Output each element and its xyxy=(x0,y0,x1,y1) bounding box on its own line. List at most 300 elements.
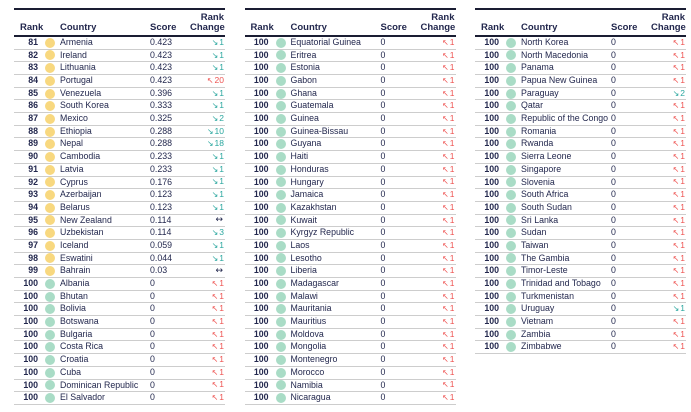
rank-value: 100 xyxy=(484,239,499,250)
score-value: 0 xyxy=(611,214,616,225)
rank-up-icon: ↖ xyxy=(211,342,219,352)
table-row xyxy=(475,227,686,240)
table-row xyxy=(245,316,456,329)
score-band-dot-green xyxy=(506,152,516,162)
table-row xyxy=(14,113,225,126)
rank-change: ↖1 xyxy=(672,74,685,85)
table-row xyxy=(14,37,225,50)
table-row xyxy=(475,37,686,50)
table-row xyxy=(475,62,686,75)
rank-down-icon: ↘ xyxy=(211,50,219,60)
table-row xyxy=(245,126,456,139)
table-row xyxy=(14,291,225,304)
score-band-dot-green xyxy=(506,292,516,302)
score-band-dot-green xyxy=(506,165,516,175)
rank-change: ↖1 xyxy=(442,392,455,403)
country-name: Romania xyxy=(521,125,557,136)
score-value: 0 xyxy=(380,138,386,149)
score-band-dot-yellow xyxy=(45,152,55,162)
rank-up-icon: ↖ xyxy=(442,63,449,73)
country-name: South Africa xyxy=(521,189,569,200)
score-value: 0 xyxy=(380,176,386,187)
rank-value: 100 xyxy=(23,303,38,314)
score-band-dot-green xyxy=(506,177,516,187)
score-value: 0 xyxy=(380,366,386,377)
rank-change: ↖1 xyxy=(211,303,224,314)
table-row xyxy=(14,367,225,380)
score-value: 0.233 xyxy=(150,163,173,174)
table-row xyxy=(475,265,686,278)
score-band-dot-green xyxy=(276,76,286,86)
country-name: Slovenia xyxy=(521,176,555,187)
table-row xyxy=(14,88,225,101)
score-band-dot-yellow xyxy=(45,177,55,187)
rank-up-icon: ↖ xyxy=(672,278,680,288)
score-band-dot-green xyxy=(506,38,516,48)
table-row xyxy=(475,202,686,215)
score-value: 0.123 xyxy=(150,201,173,212)
rank-down-icon: ↘ xyxy=(206,139,214,149)
table-row xyxy=(475,341,686,354)
rank-value: 100 xyxy=(253,379,269,390)
score-band-dot-yellow xyxy=(45,50,55,60)
rank-value: 100 xyxy=(23,392,38,403)
score-value: 0 xyxy=(611,176,616,187)
country-name: Kazakhstan xyxy=(290,201,337,212)
rank-value: 100 xyxy=(484,49,499,60)
table-row xyxy=(245,113,456,126)
rank-value: 100 xyxy=(253,265,269,276)
score-band-dot-green xyxy=(506,215,516,225)
rank-value: 100 xyxy=(253,227,269,238)
score-value: 0 xyxy=(380,316,386,327)
table-row xyxy=(475,100,686,113)
score-value: 0 xyxy=(611,265,616,276)
rank-change: ↖1 xyxy=(442,366,455,377)
table-row xyxy=(14,138,225,151)
rank-value: 81 xyxy=(28,36,38,47)
rank-down-icon: ↘ xyxy=(211,164,219,174)
country-name: Ireland xyxy=(60,49,87,60)
rank-change: ↖1 xyxy=(672,290,685,301)
rank-up-icon: ↖ xyxy=(672,63,680,73)
rank-up-icon: ↖ xyxy=(672,152,680,162)
rank-change: ↘1 xyxy=(211,252,224,263)
score-value: 0 xyxy=(380,278,386,288)
table-row xyxy=(245,291,456,304)
rank-change: ↖1 xyxy=(442,328,455,339)
header-rank-change: Rank Change xyxy=(420,12,456,33)
table-row xyxy=(14,50,225,63)
score-band-dot-green xyxy=(506,114,516,124)
country-name: Sri Lanka xyxy=(521,214,559,225)
rank-change: ↖1 xyxy=(442,379,455,390)
table-row xyxy=(475,316,686,329)
table-row xyxy=(245,278,456,291)
score-band-dot-green xyxy=(45,292,55,302)
rank-change: ↖1 xyxy=(672,201,685,212)
score-value: 0 xyxy=(380,36,386,47)
rank-up-icon: ↖ xyxy=(442,164,449,174)
country-name: Belarus xyxy=(60,201,90,212)
score-band-dot-green xyxy=(276,101,286,111)
table-row xyxy=(245,303,456,316)
score-band-dot-green xyxy=(276,152,286,162)
country-name: Cambodia xyxy=(60,151,101,162)
country-name: Madagascar xyxy=(290,278,339,288)
country-name: Zimbabwe xyxy=(521,341,562,352)
table-row xyxy=(14,151,225,164)
country-name: Qatar xyxy=(521,100,544,111)
rank-up-icon: ↖ xyxy=(672,75,680,85)
score-band-dot-yellow xyxy=(45,139,55,149)
score-band-dot-green xyxy=(506,317,516,327)
rank-value: 100 xyxy=(484,252,499,263)
rank-up-icon: ↖ xyxy=(442,177,449,187)
rank-change: ↘1 xyxy=(211,201,224,212)
score-value: 0 xyxy=(611,239,616,250)
rank-value: 100 xyxy=(253,176,269,187)
rank-change: ↖1 xyxy=(442,316,455,326)
rank-up-icon: ↖ xyxy=(672,164,680,174)
score-value: 0.176 xyxy=(150,176,173,187)
rank-value: 95 xyxy=(28,214,38,225)
score-value: 0.114 xyxy=(150,214,172,225)
score-value: 0.396 xyxy=(150,87,173,98)
table-row xyxy=(14,227,225,240)
score-value: 0 xyxy=(380,265,386,276)
country-name: Sudan xyxy=(521,227,547,238)
score-band-dot-yellow xyxy=(45,63,55,73)
country-name: Trinidad and Tobago xyxy=(521,278,601,288)
score-value: 0 xyxy=(150,366,155,377)
rank-change: ↖1 xyxy=(442,341,455,352)
country-name: Uzbekistan xyxy=(60,227,104,238)
score-value: 0 xyxy=(380,379,386,390)
rank-up-icon: ↖ xyxy=(672,101,680,111)
table-row xyxy=(475,113,686,126)
rank-table-2 xyxy=(245,8,456,405)
table-row xyxy=(14,329,225,342)
rank-value: 100 xyxy=(23,379,38,390)
score-value: 0.423 xyxy=(150,36,173,47)
score-value: 0.288 xyxy=(150,125,173,136)
rank-value: 94 xyxy=(28,201,38,212)
rank-value: 90 xyxy=(28,151,38,162)
rank-value: 100 xyxy=(253,278,269,288)
country-name: Haiti xyxy=(290,151,309,162)
country-name: Venezuela xyxy=(60,87,102,98)
score-value: 0 xyxy=(380,125,386,136)
rank-up-icon: ↖ xyxy=(672,114,680,123)
score-band-dot-green xyxy=(276,304,286,314)
country-name: Mauritius xyxy=(290,316,327,327)
rank-change: ↖1 xyxy=(672,163,685,174)
country-name: Nepal xyxy=(60,138,83,149)
score-value: 0 xyxy=(380,113,386,124)
score-band-dot-green xyxy=(45,317,55,327)
score-value: 0 xyxy=(611,125,616,136)
table-row xyxy=(475,329,686,342)
rank-down-icon: ↘ xyxy=(211,228,219,238)
rank-change: ↘2 xyxy=(672,87,685,98)
rank-down-icon: ↘ xyxy=(211,152,219,162)
score-value: 0 xyxy=(380,75,386,85)
table-row xyxy=(245,75,456,88)
rank-value: 100 xyxy=(253,62,269,73)
country-name: Ghana xyxy=(290,87,317,98)
rank-change: ↘1 xyxy=(211,49,224,60)
rank-up-icon: ↖ xyxy=(442,37,449,47)
country-name: Ethiopia xyxy=(60,125,92,136)
country-name: Lithuania xyxy=(60,62,96,73)
rank-change: ↖1 xyxy=(672,138,685,149)
rank-up-icon: ↖ xyxy=(672,202,680,212)
rank-change: ↖1 xyxy=(442,49,455,60)
rank-change: ↖1 xyxy=(672,125,685,136)
rank-value: 100 xyxy=(484,290,499,301)
header-country: Country xyxy=(290,21,327,33)
table-row xyxy=(245,265,456,278)
table-row xyxy=(14,316,225,329)
score-value: 0 xyxy=(611,49,616,60)
country-name: Armenia xyxy=(60,36,93,47)
score-band-dot-yellow xyxy=(45,165,55,175)
score-band-dot-yellow xyxy=(45,215,55,225)
rank-value: 100 xyxy=(253,201,269,212)
rank-change: ↖1 xyxy=(672,176,685,187)
country-name: Papua New Guinea xyxy=(521,75,598,85)
score-band-dot-green xyxy=(45,304,55,314)
country-name: Cuba xyxy=(60,366,82,377)
rank-value: 100 xyxy=(253,328,269,339)
rank-value: 100 xyxy=(484,316,499,327)
rank-change: ↖1 xyxy=(672,227,685,238)
rank-up-icon: ↖ xyxy=(442,88,449,98)
rank-up-icon: ↖ xyxy=(442,393,449,403)
rank-change: ↖1 xyxy=(442,36,455,47)
rank-change: ↖1 xyxy=(211,328,224,339)
country-name: Namibia xyxy=(290,379,323,390)
rank-up-icon: ↖ xyxy=(442,228,449,238)
score-band-dot-green xyxy=(45,342,55,352)
rank-up-icon: ↖ xyxy=(442,253,449,263)
rank-up-icon: ↖ xyxy=(211,291,219,301)
table-row xyxy=(14,303,225,316)
country-name: Eswatini xyxy=(60,252,93,263)
score-value: 0.333 xyxy=(150,100,173,111)
rank-change: ↘10 xyxy=(206,125,224,136)
table-row xyxy=(475,303,686,316)
country-name: Dominican Republic xyxy=(60,379,139,390)
table-row xyxy=(245,240,456,253)
score-value: 0 xyxy=(611,151,616,162)
rank-value: 89 xyxy=(28,138,38,149)
score-band-dot-green xyxy=(276,279,286,289)
rank-change: ↖1 xyxy=(442,227,455,238)
score-band-dot-green xyxy=(276,114,286,124)
rank-up-icon: ↖ xyxy=(672,177,680,187)
score-value: 0 xyxy=(150,379,155,390)
rank-change: ↖20 xyxy=(206,74,224,85)
country-name: Singapore xyxy=(521,163,562,174)
country-name: Turkmenistan xyxy=(521,290,574,301)
score-value: 0 xyxy=(150,328,155,339)
score-band-dot-green xyxy=(506,330,516,340)
rank-value: 100 xyxy=(253,239,269,250)
rank-value: 100 xyxy=(23,316,38,327)
score-value: 0 xyxy=(611,290,616,301)
country-name: Guyana xyxy=(290,138,322,149)
score-band-dot-yellow xyxy=(45,114,55,124)
score-band-dot-green xyxy=(506,228,516,238)
rank-up-icon: ↖ xyxy=(442,101,449,111)
score-band-dot-green xyxy=(276,355,286,365)
country-name: Cyprus xyxy=(60,176,88,187)
table-row xyxy=(245,189,456,202)
score-band-dot-green xyxy=(276,317,286,327)
rank-down-icon: ↘ xyxy=(211,202,219,212)
rank-value: 100 xyxy=(253,36,269,47)
rank-change: ↖1 xyxy=(672,316,685,326)
rank-up-icon: ↖ xyxy=(442,367,449,377)
score-value: 0 xyxy=(380,290,386,301)
rank-table-1 xyxy=(14,8,225,405)
table-row xyxy=(14,215,225,228)
score-band-dot-green xyxy=(276,215,286,225)
table-row xyxy=(245,151,456,164)
score-value: 0 xyxy=(611,36,616,47)
rank-change: ↘1 xyxy=(211,189,224,200)
table-row xyxy=(14,177,225,190)
rank-value: 100 xyxy=(253,163,269,174)
table-row xyxy=(475,50,686,63)
country-name: Guinea xyxy=(290,113,319,124)
table-header xyxy=(245,8,456,37)
score-band-dot-green xyxy=(506,203,516,213)
rank-value: 100 xyxy=(484,227,499,238)
rank-up-icon: ↖ xyxy=(211,278,219,288)
rank-up-icon: ↖ xyxy=(442,114,449,123)
country-name: El Salvador xyxy=(60,392,105,403)
table-row xyxy=(14,278,225,291)
table-row xyxy=(245,215,456,228)
score-band-dot-green xyxy=(506,304,516,314)
rank-change: ↖1 xyxy=(672,265,685,276)
table-body xyxy=(14,37,225,405)
score-band-dot-green xyxy=(506,89,516,99)
table-row xyxy=(245,392,456,405)
rank-up-icon: ↖ xyxy=(442,355,449,365)
score-value: 0 xyxy=(611,341,616,352)
table-row xyxy=(14,253,225,266)
rank-up-icon: ↖ xyxy=(442,278,449,288)
score-band-dot-green xyxy=(45,330,55,340)
rank-change: ↖1 xyxy=(442,201,455,212)
score-value: 0 xyxy=(380,100,386,111)
rank-down-icon: ↘ xyxy=(211,101,219,111)
country-name: Panama xyxy=(521,62,554,73)
country-name: Albania xyxy=(60,278,90,288)
table-row xyxy=(14,392,225,405)
score-band-dot-yellow xyxy=(45,190,55,200)
rank-up-icon: ↖ xyxy=(442,50,449,60)
table-row xyxy=(475,291,686,304)
rank-change: ↖1 xyxy=(672,49,685,60)
rank-value: 100 xyxy=(253,49,269,60)
header-rank: Rank xyxy=(250,21,274,33)
score-value: 0.123 xyxy=(150,189,173,200)
country-name: Honduras xyxy=(290,163,329,174)
rank-up-icon: ↖ xyxy=(211,367,219,377)
table-row xyxy=(475,215,686,228)
rank-change: ↖1 xyxy=(442,100,455,111)
score-band-dot-green xyxy=(276,165,286,175)
country-name: Iceland xyxy=(60,239,89,250)
rank-value: 100 xyxy=(23,366,38,377)
score-band-dot-green xyxy=(276,228,286,238)
rank-value: 100 xyxy=(23,341,38,352)
rank-value: 100 xyxy=(484,303,499,314)
rank-value: 86 xyxy=(28,100,38,111)
rank-change: ↖1 xyxy=(211,277,224,288)
rank-up-icon: ↖ xyxy=(672,266,680,276)
country-name: Azerbaijan xyxy=(60,189,102,200)
score-band-dot-green xyxy=(276,241,286,251)
country-name: Bhutan xyxy=(60,290,88,301)
score-value: 0 xyxy=(611,138,616,149)
table-row xyxy=(245,354,456,367)
rank-value: 100 xyxy=(253,290,269,301)
rank-up-icon: ↖ xyxy=(442,75,449,85)
score-band-dot-green xyxy=(276,380,286,390)
score-value: 0 xyxy=(150,341,155,352)
table-row xyxy=(14,75,225,88)
rank-change: ↖1 xyxy=(442,214,455,225)
rank-change: ↘1 xyxy=(211,176,224,187)
rank-up-icon: ↖ xyxy=(442,291,449,301)
rank-up-icon: ↖ xyxy=(442,304,449,314)
score-value: 0 xyxy=(611,62,616,73)
rank-value: 100 xyxy=(484,341,499,352)
rank-change: ↖1 xyxy=(672,36,685,47)
rank-value: 100 xyxy=(484,36,499,47)
score-value: 0 xyxy=(380,227,386,238)
score-value: 0.233 xyxy=(150,151,173,162)
rank-value: 100 xyxy=(484,189,499,200)
score-band-dot-green xyxy=(276,127,286,137)
rank-change: ↖1 xyxy=(211,379,224,390)
table-row xyxy=(245,138,456,151)
rank-up-icon: ↖ xyxy=(211,329,219,339)
rank-change: ↖1 xyxy=(442,74,455,85)
score-value: 0 xyxy=(611,201,616,212)
rank-up-icon: ↖ xyxy=(442,380,449,390)
rank-up-icon: ↖ xyxy=(442,240,449,250)
rank-down-icon: ↘ xyxy=(672,304,680,314)
header-rank-change: Rank Change xyxy=(190,12,225,33)
country-name: Paraguay xyxy=(521,87,559,98)
score-band-dot-green xyxy=(276,253,286,263)
rank-value: 97 xyxy=(28,239,38,250)
table-row xyxy=(14,380,225,393)
score-band-dot-green xyxy=(45,368,55,378)
rank-value: 100 xyxy=(484,125,499,136)
score-band-dot-green xyxy=(276,63,286,73)
rank-value: 100 xyxy=(253,354,269,365)
table-row xyxy=(475,126,686,139)
score-value: 0.325 xyxy=(150,113,173,124)
